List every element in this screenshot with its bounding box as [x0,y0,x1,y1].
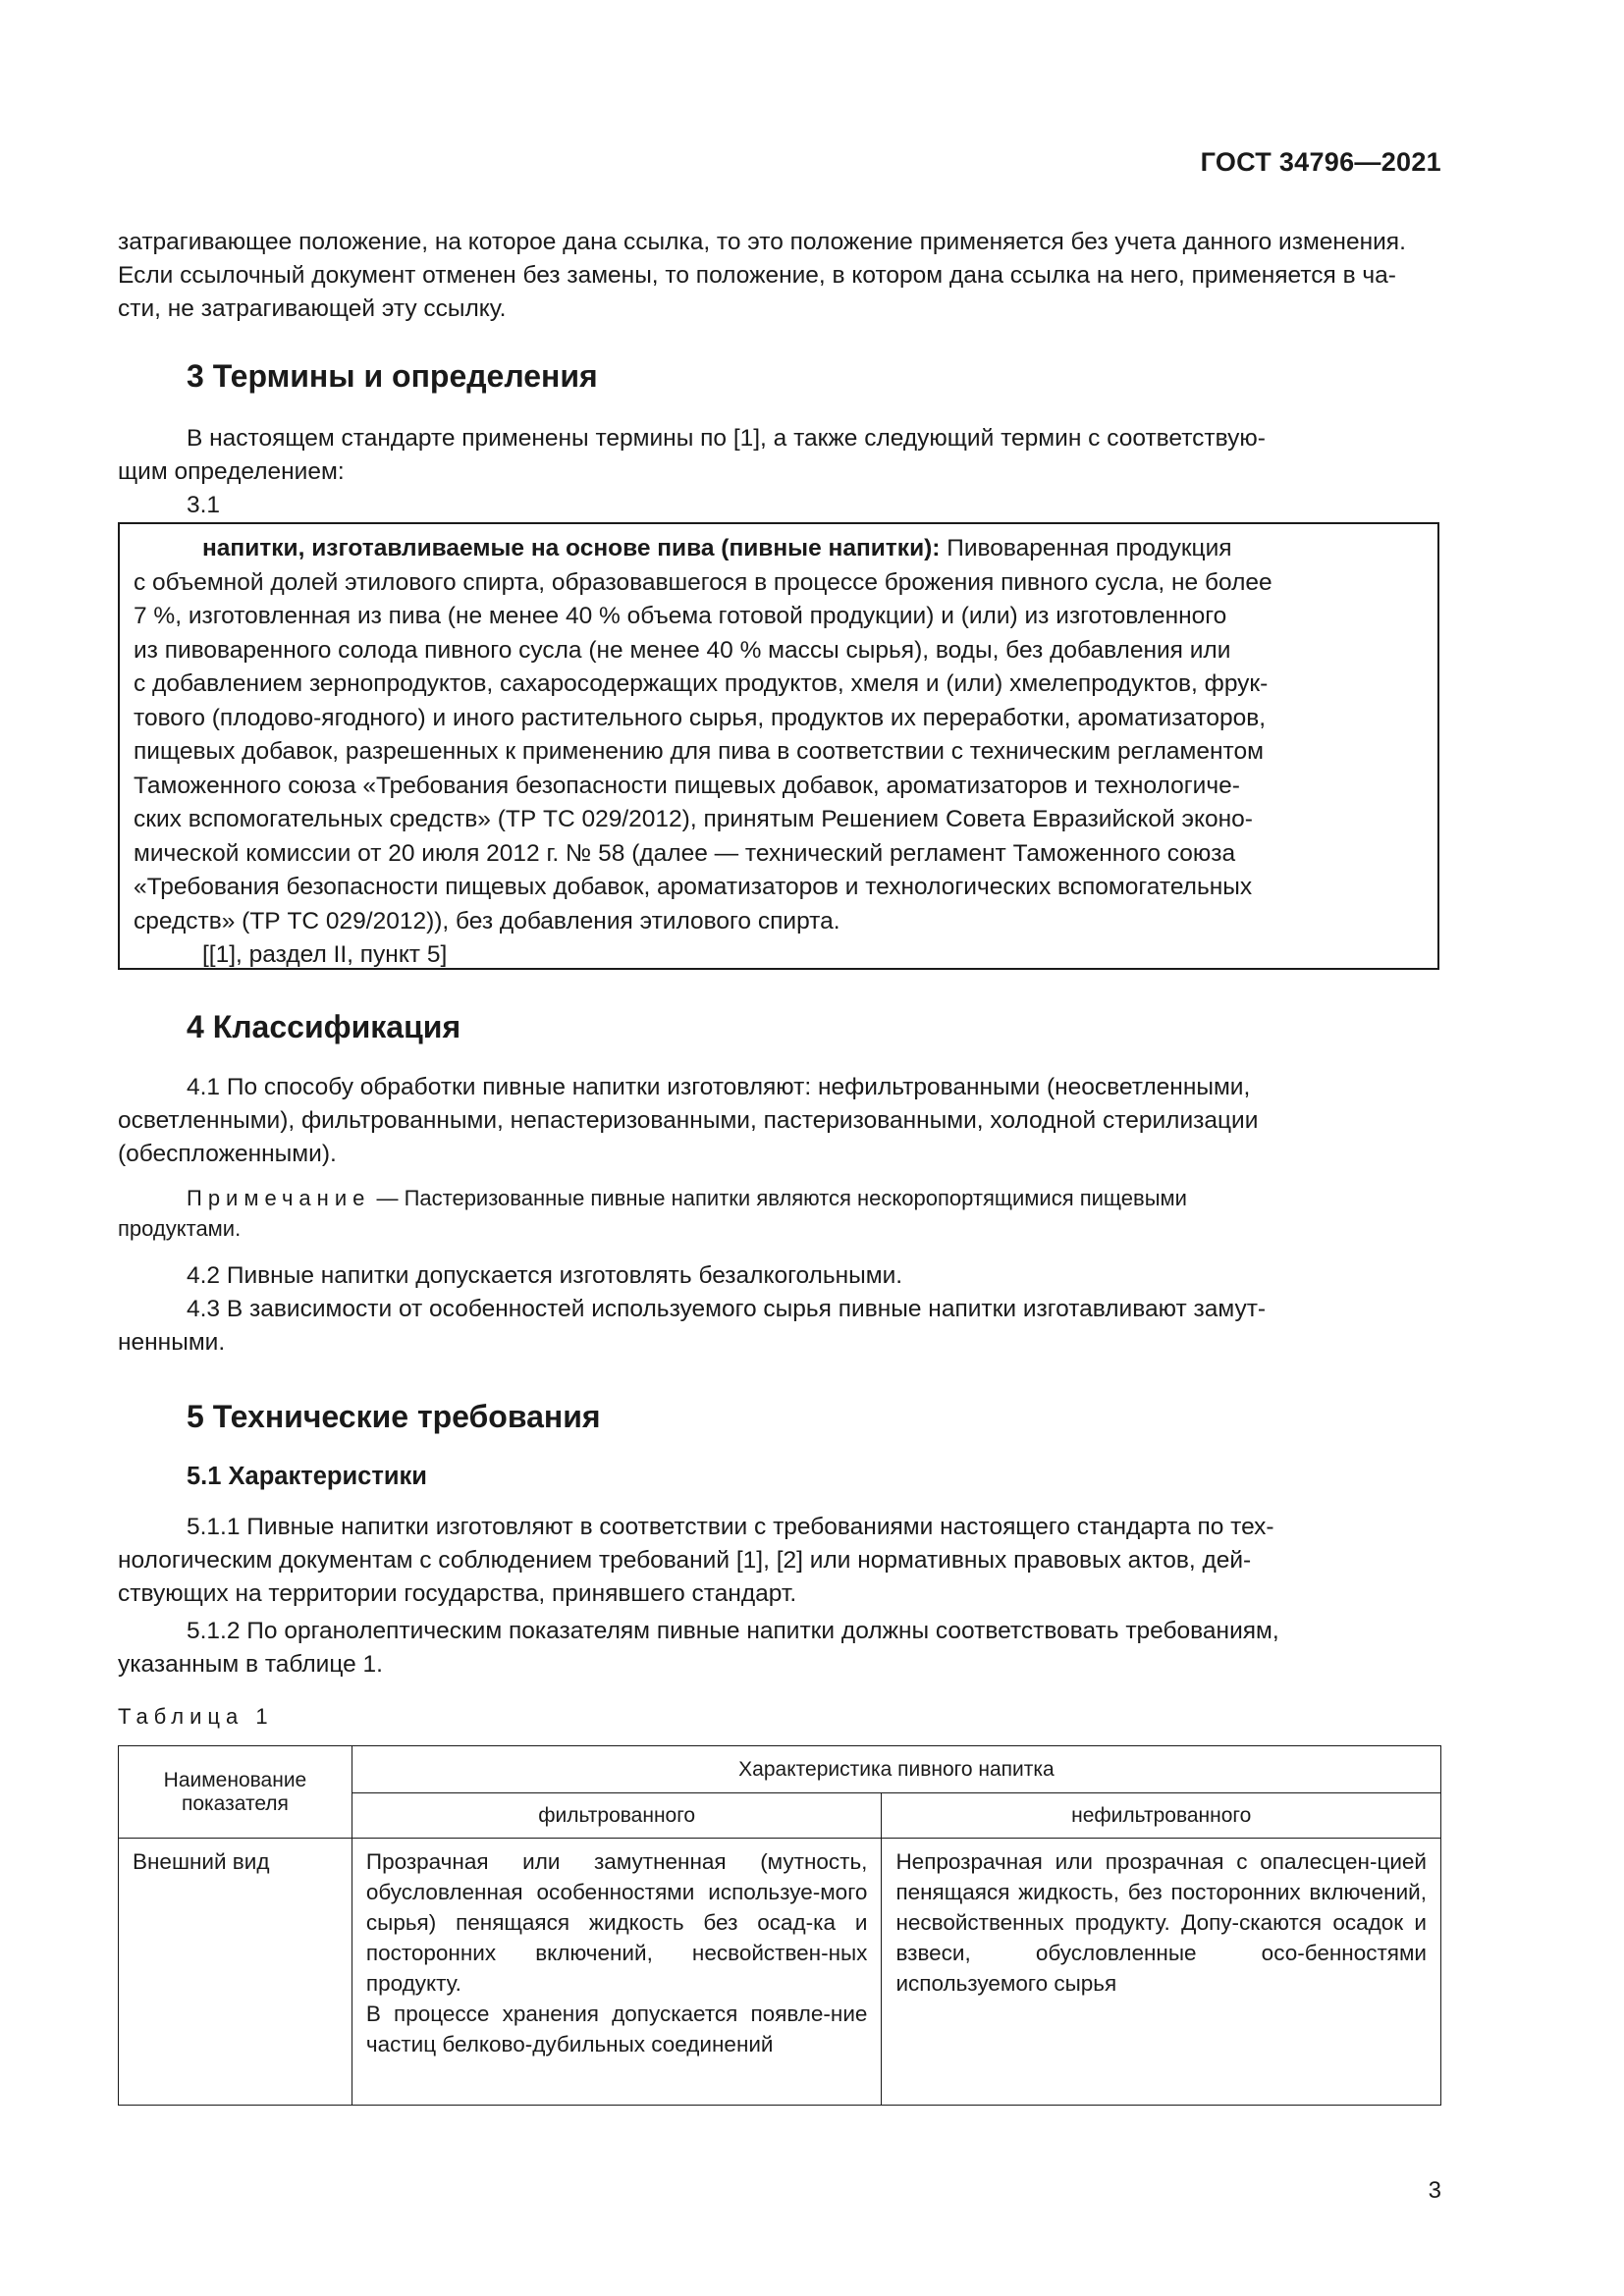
intro-line: Если ссылочный документ отменен без замены, то положение, в котором дана ссылка на него, применяется в ча- [118,262,1396,289]
intro-line: сти, не затрагивающей эту ссылку. [118,295,507,322]
section-5-heading: 5 Технические требования [187,1399,601,1434]
table-header-filtered: фильтрованного [352,1793,882,1839]
term-source: [[1], раздел II, пункт 5] [202,941,448,968]
table-1-caption: Таблица 1 [118,1704,274,1729]
table-header-group: Характеристика пивного напитка [352,1746,1440,1793]
section-3-intro-line: щим определением: [118,458,345,485]
document-header-id: ГОСТ 34796—2021 [1200,147,1441,177]
table-header-unfiltered: нефильтрованного [882,1793,1441,1839]
term-first-line-rest: Пивоваренная продукция [947,535,1232,561]
term-line: с добавлением зернопродуктов, сахаросодержащих продуктов, хмеля и (или) хмелепродуктов, фрук- [134,670,1269,697]
section-3-intro-line: В настоящем стандарте применены термины по [1], а также следующий термин с соответствую- [187,425,1266,452]
intro-line: затрагивающее положение, на которое дана ссылка, то это положение применяется без учета данного изменения. [118,229,1406,255]
term-line: «Требования безопасности пищевых добавок, ароматизаторов и технологических вспомогательных [134,874,1253,900]
paragraph-4-1: 4.1 По способу обработки пивные напитки изготовляют: нефильтрованными (неосветленными, осветленными), фильтрованными, непастеризованными, пастеризованными, холодной стерилизации (обеспложенными). [118,1074,1259,1167]
note-4-1 [118,1183,1441,1244]
table-cell-indicator: Внешний вид [119,1839,352,2106]
paragraph-5-1-1: 5.1.1 Пивные напитки изготовляют в соответствии с требованиями настоящего стандарта по тех- нологическим документам с соблюдением требований [1], [2] или нормативных правовых актов, дей- ствующих на территории государства, принявшего стандарт. [118,1514,1274,1607]
table-row [119,1839,1441,2106]
table-cell-filtered [352,1839,882,2106]
section-4-heading: 4 Классификация [187,1009,461,1044]
intro-paragraph [118,226,1441,326]
term-name: напитки, изготавливаемые на основе пива (пивные напитки): [202,535,941,561]
term-line: с объемной долей этилового спирта, образовавшегося в процессе брожения пивного сусла, не более [134,568,1272,596]
paragraph-4-3: 4.3 В зависимости от особенностей используемого сырья пивные напитки изготавливают замут- ненными. [118,1296,1267,1356]
term-line: 7 %, изготовленная из пива (не менее 40 % объема готовой продукции) и (или) из изготовленного [134,603,1227,629]
table-header-indicator: Наименование показателя [119,1746,352,1839]
term-line: мической комиссии от 20 июля 2012 г. № 58 (далее — технический регламент Таможенного союза [134,839,1236,867]
term-line: пищевых добавок, разрешенных к применению для пива в соответствии с техническим регламентом [134,738,1264,765]
term-first-line [134,532,1424,566]
note-text: — Пастеризованные пивные напитки являются нескоропортящимися пищевыми [376,1186,1187,1210]
section-3-intro [118,422,1441,522]
table-cell-filtered-extra: В процессе хранения допускается появле-ние частиц белково-дубильных соединений [365,2002,868,2056]
page-number: 3 [1428,2177,1441,2204]
paragraph-4-2: 4.2 Пивные напитки допускается изготовлять безалкогольными. [187,1262,903,1289]
subsection-5-1-heading: 5.1 Характеристики [187,1463,427,1490]
document-page [118,0,1441,2296]
term-line: средств» (ТР ТС 029/2012)), без добавления этилового спирта. [134,907,840,934]
term-line: ских вспомогательных средств» (ТР ТС 029/2012), принятым Решением Совета Евразийской эконо- [134,806,1253,832]
term-definition-box [118,522,1439,970]
table-1 [118,1745,1441,2106]
term-line: из пивоваренного солода пивного сусла (не менее 40 % массы сырья), воды, без добавления или [134,636,1231,664]
table-cell-filtered-text: Прозрачная или замутненная (мутность, обусловленная особенностями используе-мого сырья) пенящаяся жидкость без осад-ка и посторонних включений, несвойствен-ных продукту. [365,1849,868,1996]
table-cell-unfiltered: Непрозрачная или прозрачная с опалесцен-цией пенящаяся жидкость, без посторонних включений, несвойственных продукту. Допу-скаются осадок и взвеси, обусловленные осо-бенностями используемого сырья [882,1839,1441,2106]
term-number: 3.1 [187,492,221,518]
note-label: Примечание [187,1186,371,1210]
term-line: Таможенного союза «Требования безопасности пищевых добавок, ароматизаторов и технологиче- [134,772,1240,799]
section-3-heading: 3 Термины и определения [187,358,598,394]
term-line: тового (плодово-ягодного) и иного растительного сырья, продуктов их переработки, ароматизаторов, [134,704,1267,731]
paragraph-5-1-2: 5.1.2 По органолептическим показателям пивные напитки должны соответствовать требованиям, указанным в таблице 1. [118,1618,1279,1678]
note-text: продуктами. [118,1216,242,1241]
